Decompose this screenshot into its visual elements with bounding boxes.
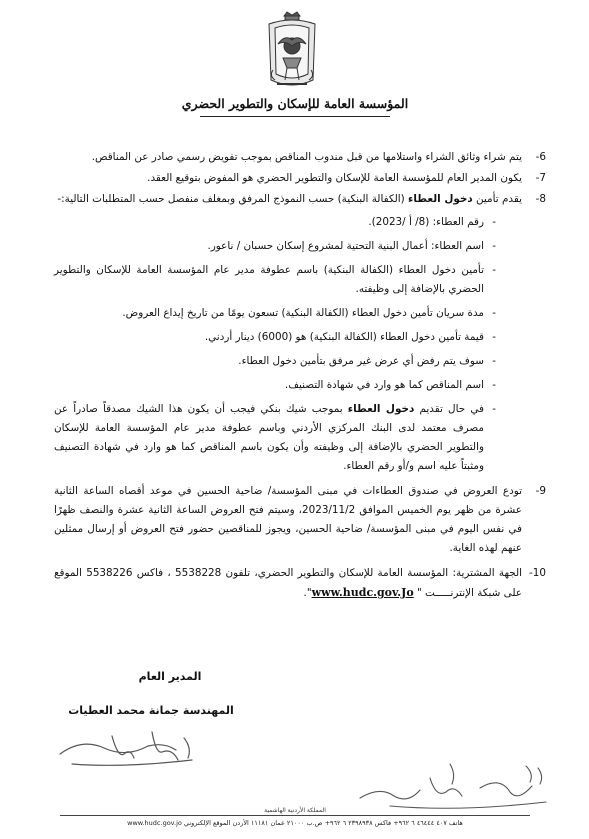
sub-item-tender-number: - رقم العطاء: (8/ أ /2023). — [368, 216, 496, 228]
footer-divider — [60, 815, 530, 816]
list-item-7 — [54, 169, 546, 188]
item-number: -6 — [535, 151, 546, 163]
item-text-post: (الكفالة البنكية) حسب النموذج المرفق وبمغلف منفصل حسب المتطلبات التالية:- — [57, 193, 409, 205]
sub-item-validity: - مدة سريان تأمين دخول العطاء (الكفالة البنكية) تسعون يومًا من تاريخ إيداع العروض. — [122, 307, 496, 319]
list-item-10 — [54, 564, 546, 603]
sub-item-text: رقم العطاء: (8/ أ /2023). — [368, 216, 484, 228]
sub-item-rejection: - سوف يتم رفض أي عرض غير مرفق بتأمين دخول العطاء. — [238, 355, 496, 367]
item-text: تودع العروض في صندوق العطاءات في مبنى المؤسسة/ ضاحية الحسين في موعد أقصاه الساعة الثانية عشرة من ظهر يوم الخميس الموافق 2023/11/2، وسيتم فتح العروض الساعة الثانية عشرة والنصف ظهرًا في نفس اليوم في مبنى المؤسسة/ ضاحية الحسين، ويجوز للمناقصين حضور فتح العروض أو إرسال ممثلين عنهم لهذه الغاية. — [54, 485, 522, 554]
item-text-end: ". — [303, 587, 312, 599]
item-number: -7 — [535, 172, 546, 184]
sub-item-text: قيمة تأمين دخول العطاء (الكفالة البنكية) هو (6000) دينار أردني. — [204, 331, 484, 343]
item-text: يكون المدير العام للمؤسسة العامة للإسكان والتطوير الحضري هو المفوض بتوقيع العقد. — [147, 172, 522, 184]
footer-contact-info: هاتف ٤٠٧ ٤٦٤٤٤ ٦ ٩٦٢+ فاكس ٢٣٩٨٩٣٨ ٦ ٩٦٢+ ص.ب ٢١٠٠٠ عمان ١١١٨١ الأردن الموقع الإلكتروني www.hudc.gov.jo — [127, 819, 463, 827]
sub-item-text: مدة سريان تأمين دخول العطاء (الكفالة البنكية) تسعون يومًا من تاريخ إيداع العروض. — [122, 307, 484, 319]
item-number: -8 — [535, 193, 546, 205]
item-text-bold: دخول العطاء — [408, 193, 473, 205]
signatory-name: المهندسة جمانة محمد العطيات — [68, 704, 234, 717]
list-item-6 — [54, 148, 546, 167]
sub-item-text: تأمين دخول العطاء (الكفالة البنكية) باسم عطوفة مدير عام المؤسسة العامة للإسكان والتطوير الحضري بالإضافة إلى وظيفته. — [54, 264, 484, 295]
coat-of-arms-icon — [261, 10, 323, 96]
sub-item-guarantee-name: - تأمين دخول العطاء (الكفالة البنكية) باسم عطوفة مدير عام المؤسسة العامة للإسكان والتطوير الحضري بالإضافة إلى وظيفته. — [54, 264, 496, 295]
item-text: يتم شراء وثائق الشراء واستلامها من قبل مندوب المناقص بموجب تفويض رسمي صادر عن المناقص. — [91, 151, 522, 163]
organization-name: المؤسسة العامة للإسكان والتطوير الحضري — [181, 96, 409, 111]
sub-item-bidder-name: - اسم المناقص كما هو وارد في شهادة التصنيف. — [284, 379, 496, 391]
handwritten-initials — [350, 758, 560, 813]
sub-item-text: اسم المناقص كما هو وارد في شهادة التصنيف. — [284, 379, 484, 391]
header-divider — [200, 116, 390, 117]
sub-item-text-post: بموجب شيك بنكي فيجب أن يكون هذا الشيك مصدقاً صادراً عن مصرف معتمد لدى البنك المركزي الأردني وباسم عطوفة مدير عام المؤسسة العامة للإسكان والتطوير الحضري بالإضافة إلى وظيفته وأن يكون باسم المناقص كما هو وارد في شهادة التصنيف ومثبتاً عليه اسم و/أو رقم العطاء. — [54, 403, 484, 472]
footer-country: المملكة الأردنية الهاشمية — [200, 807, 390, 814]
item-number: -10 — [529, 567, 546, 579]
sub-item-text-bold: دخول العطاء — [347, 403, 415, 415]
item-text-pre: يقدم تأمين — [472, 193, 522, 205]
list-item-9 — [54, 482, 546, 558]
list-item-8 — [54, 190, 546, 476]
sub-item-tender-name: - اسم العطاء: أعمال البنية التحتية لمشروع إسكان حسبان / ناعور. — [207, 240, 496, 252]
sub-item-text-pre: في حال تقديم — [414, 403, 484, 415]
item-text: الجهة المشترية: المؤسسة العامة للإسكان والتطوير الحضري، تلفون 5538228 ، فاكس 5538226 الموقع على شبكة الإنترنـــــت " — [54, 567, 523, 599]
sub-item-text: سوف يتم رفض أي عرض غير مرفق بتأمين دخول العطاء. — [238, 355, 484, 367]
sub-item-bank-cheque: - في حال تقديم دخول العطاء بموجب شيك بنكي فيجب أن يكون هذا الشيك مصدقاً صادراً عن مصرف معتمد لدى البنك المركزي الأردني وباسم عطوفة مدير عام المؤسسة العامة للإسكان والتطوير الحضري بالإضافة إلى وظيفته وأن يكون باسم المناقص كما هو وارد في شهادة التصنيف ومثبتاً عليه اسم و/أو رقم العطاء. — [54, 403, 496, 472]
website-link[interactable]: www.hudc.gov.Jo — [311, 586, 414, 599]
sub-item-text: اسم العطاء: أعمال البنية التحتية لمشروع إسكان حسبان / ناعور. — [207, 240, 484, 252]
item-number: -9 — [535, 485, 546, 497]
sub-item-value: - قيمة تأمين دخول العطاء (الكفالة البنكية) هو (6000) دينار أردني. — [204, 331, 496, 343]
handwritten-signature — [52, 724, 212, 772]
signatory-title: المدير العام — [138, 670, 202, 683]
document-body — [54, 148, 546, 605]
